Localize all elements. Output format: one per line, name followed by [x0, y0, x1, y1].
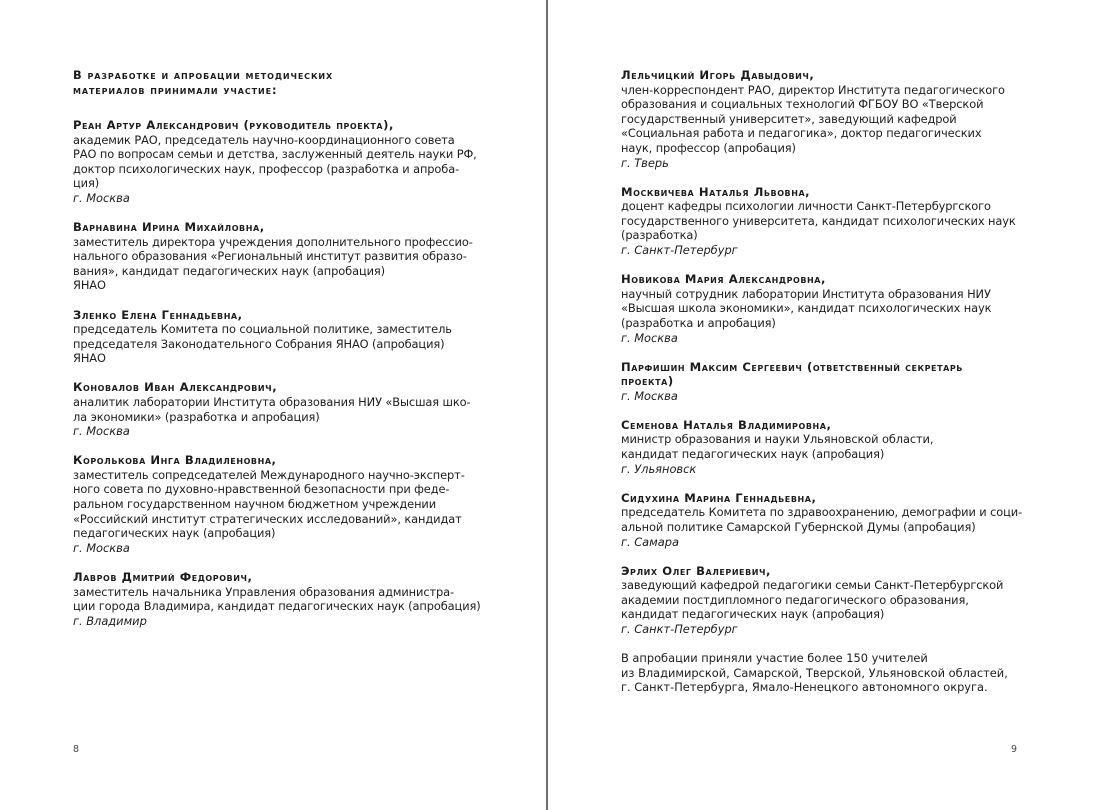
approbation-note: В апробации приняли участие более 150 учителей из Владимирской, Самарской, Тверской, Ульяновской областей, г. Санкт-Петербурга, Ямало-Ненецкого автономного округа. — [621, 651, 1008, 695]
right-page — [548, 0, 1093, 810]
participant-entry — [73, 453, 543, 555]
participant-entry — [73, 220, 543, 293]
participant-description: заместитель директора учреждения дополнительного профессио- нального образования «Региональный институт развития образо- вания», кандидат педагогических наук (апробация) ЯНАО — [73, 234, 473, 293]
participant-name: Москвичева Наталья Львовна, — [621, 184, 811, 199]
participant-description: доцент кафедры психологии личности Санкт-Петербургского государственного университета, кандидат психологических наук (разработка) — [621, 199, 1016, 243]
right-entries-list — [621, 68, 1091, 637]
participant-description: заведующий кафедрой педагогики семьи Санкт-Петербургской академии постдипломного педагогического образования, кандидат педагогических наук (апробация) — [621, 578, 1004, 622]
participant-entry — [73, 380, 543, 438]
participant-name: Лельчицкий Игорь Давыдович, — [621, 68, 815, 82]
participant-name: Сидухина Марина Геннадьевна, — [621, 490, 817, 505]
right-page-content — [621, 68, 1091, 695]
participant-entry — [621, 418, 1091, 476]
participant-description: академик РАО, председатель научно-координационного совета РАО по вопросам семьи и детства, заслуженный деятель науки РФ, доктор психологических наук, профессор (разработка и апроба- ция) — [73, 132, 477, 191]
participant-entry — [621, 272, 1091, 345]
left-page-content — [73, 68, 543, 643]
participant-location: г. Москва — [73, 540, 130, 555]
participant-entry — [621, 564, 1091, 637]
participant-description: заместитель начальника Управления образования администра- ции города Владимира, кандидат педагогических наук (апробация) — [73, 584, 481, 614]
participant-description: член-корреспондент РАО, директор Института педагогического образования и социальных технологий ФГБОУ ВО «Тверской государственный университет», заведующий кафедрой «Социальная работа и педагогика», доктор педагогических наук, профессор (апробация) — [621, 82, 1005, 155]
participant-entry — [621, 68, 1091, 170]
participant-location: г. Тверь — [621, 155, 669, 170]
participant-name: Королькова Инга Владиленовна, — [73, 453, 277, 468]
participant-location: г. Ульяновск — [621, 461, 697, 476]
participant-entry — [621, 491, 1091, 549]
participant-name: Варнавина Ирина Михайловна, — [73, 220, 265, 235]
participant-description: председатель Комитета по социальной политике, заместитель председателя Законодательного Собрания ЯНАО (апробация) ЯНАО — [73, 322, 452, 366]
participant-entry — [621, 360, 1091, 404]
participant-name: Парфишин Максим Сергеевич (ответственный секретарь проекта) — [621, 359, 963, 389]
participant-location: г. Самара — [621, 534, 679, 549]
participant-location: г. Санкт-Петербург — [621, 243, 738, 258]
participant-entry — [73, 308, 543, 366]
participant-name: Новикова Мария Александровна, — [621, 272, 826, 287]
page-number-left: 8 — [73, 744, 80, 755]
participant-location: г. Санкт-Петербург — [621, 622, 738, 636]
participant-location: г. Москва — [73, 190, 130, 205]
participant-name: Зленко Елена Геннадьевна, — [73, 307, 243, 322]
participant-description: министр образования и науки Ульяновской области, кандидат педагогических наук (апробация) — [621, 432, 934, 462]
participant-entry — [73, 570, 543, 628]
participant-location: г. Москва — [73, 424, 130, 439]
intro-heading: В разработке и апробации методических материалов принимали участие: — [73, 68, 334, 97]
page-number-right: 9 — [1011, 744, 1018, 755]
participant-name: Семенова Наталья Владимировна, — [621, 417, 832, 432]
participant-description: председатель Комитета по здравоохранению, демографии и соци- альной политике Самарской Губернской Думы (апробация) — [621, 505, 1023, 534]
participant-name: Эрлих Олег Валериевич, — [621, 563, 771, 578]
left-page — [0, 0, 546, 810]
left-entries-list — [73, 118, 543, 628]
participant-name: Реан Артур Александрович (руководитель проекта), — [73, 118, 394, 132]
participant-description: научный сотрудник лаборатории Института образования НИУ «Высшая школа экономики», кандидат психологических наук (разработка и апробация) — [621, 286, 992, 330]
participant-name: Коновалов Иван Александрович, — [73, 380, 278, 395]
participant-name: Лавров Дмитрий Федорович, — [73, 569, 253, 584]
participant-location: г. Владимир — [73, 613, 147, 628]
participant-entry — [73, 118, 543, 206]
participant-description: аналитик лаборатории Института образования НИУ «Высшая шко- ла экономики» (разработка и апробация) — [73, 395, 471, 424]
participant-location: г. Москва — [621, 330, 678, 345]
participant-description: заместитель сопредседателей Международного научно-эксперт- ного совета по духовно-нравственной безопасности при феде- ральном государственном научном бюджетном учреждении «Российский институт стратегических исследований», кандидат педагогических наук (апробация) — [73, 467, 465, 541]
participant-location: г. Москва — [621, 388, 678, 403]
participant-entry — [621, 185, 1091, 258]
